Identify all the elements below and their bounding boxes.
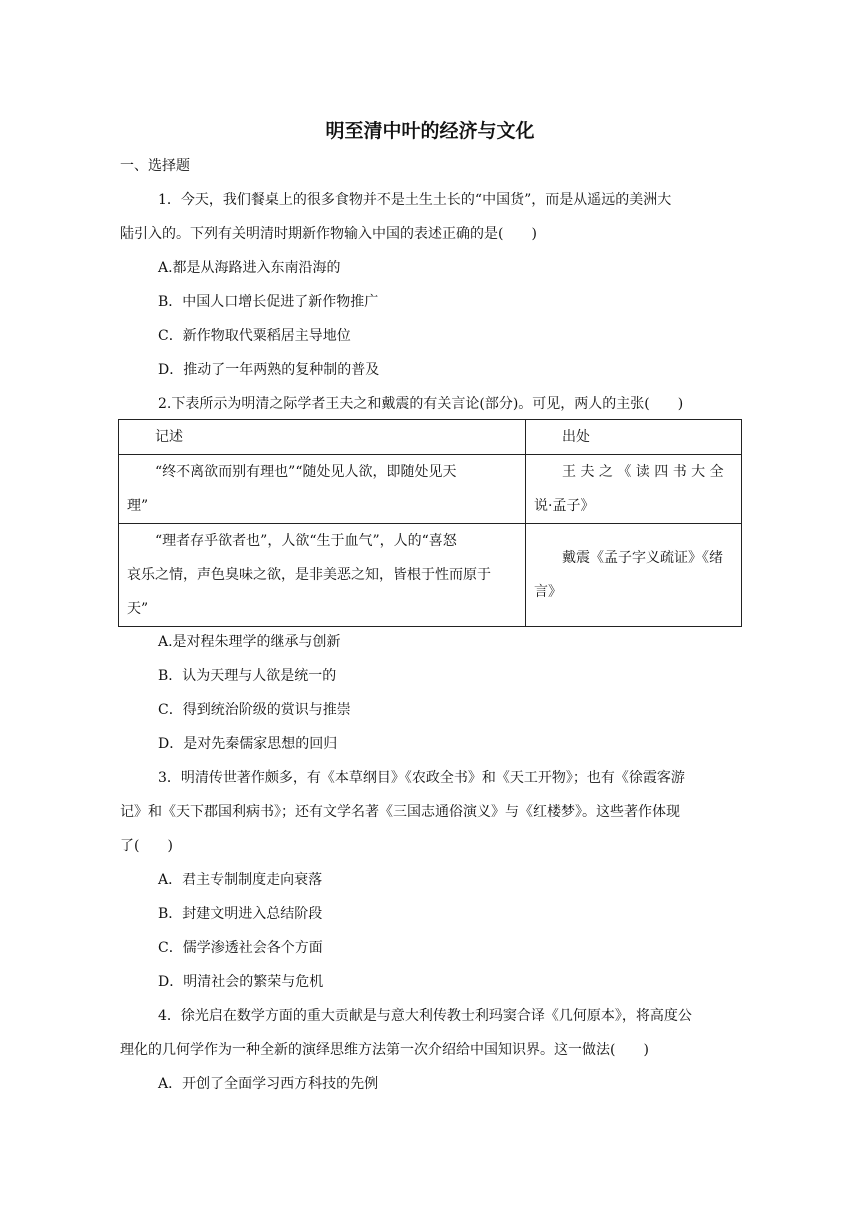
- q2-stem: 2.下表所示为明清之际学者王夫之和戴震的有关言论(部分)。可见，两人的主张( ): [158, 396, 684, 412]
- q3-stem-line2: 记》和《天下郡国利病书》；还有文学名著《三国志通俗演义》与《红楼梦》。这些著作体现: [120, 804, 680, 820]
- q1-option-c: C．新作物取代粟稻居主导地位: [158, 328, 351, 344]
- section-heading: 一、选择题: [120, 158, 190, 174]
- row2-record-line1: “理者存乎欲者也”，人欲“生于血气”，人的“喜怒: [155, 533, 457, 549]
- q1-stem-line1: 1．今天，我们餐桌上的很多食物并不是土生土长的“中国货”，而是从遥远的美洲大: [158, 192, 672, 208]
- q4-stem-line2: 理化的几何学作为一种全新的演绎思维方法第一次介绍给中国知识界。这一做法( ): [120, 1042, 649, 1058]
- table-cell-record: [119, 455, 526, 524]
- q4-option-a: A．开创了全面学习西方科技的先例: [158, 1076, 379, 1092]
- q2-option-c: C．得到统治阶级的赏识与推崇: [158, 702, 351, 718]
- q2-quote-table: [118, 419, 742, 627]
- table-row: [119, 524, 742, 627]
- row2-source-line1: 戴震《孟子字义疏证》《绪: [562, 550, 723, 566]
- q3-stem-line1: 3．明清传世著作颇多，有《本草纲目》《农政全书》和《天工开物》；也有《徐霞客游: [158, 770, 685, 786]
- q3-option-a: A．君主专制制度走向衰落: [158, 872, 323, 888]
- q3-option-c: C．儒学渗透社会各个方面: [158, 940, 323, 956]
- q2-option-b: B．认为天理与人欲是统一的: [158, 668, 337, 684]
- q3-option-d: D．明清社会的繁荣与危机: [158, 974, 324, 990]
- row2-record-line3: 天”: [127, 601, 149, 617]
- row1-source-line1: 王 夫 之 《 读 四 书 大 全: [562, 464, 724, 480]
- row1-record-line1: “终不离欲而别有理也”“随处见人欲，即随处见天: [155, 464, 457, 480]
- table-row: [119, 455, 742, 524]
- q1-option-d: D．推动了一年两熟的复种制的普及: [158, 362, 380, 378]
- q4-stem-line1: 4．徐光启在数学方面的重大贡献是与意大利传教士利玛窦合译《几何原本》，将高度公: [158, 1008, 692, 1024]
- table-header-source: 出处: [526, 420, 742, 455]
- q2-option-d: D．是对先秦儒家思想的回归: [158, 736, 338, 752]
- table-cell-source: [526, 455, 742, 524]
- table-cell-source: [526, 524, 742, 627]
- q1-stem-line2: 陆引入的。下列有关明清时期新作物输入中国的表述正确的是( ): [120, 226, 537, 242]
- row2-source-line2: 言》: [534, 584, 562, 600]
- q1-option-a: A.都是从海路进入东南沿海的: [158, 260, 341, 276]
- table-header-record: 记述: [119, 420, 526, 455]
- row2-record-line2: 哀乐之情，声色臭味之欲，是非美恶之知，皆根于性而原于: [127, 567, 491, 583]
- row1-record-line2: 理”: [127, 498, 149, 514]
- table-header-row: [119, 420, 742, 455]
- document-title: 明至清中叶的经济与文化: [325, 120, 535, 142]
- q3-stem-line3: 了( ): [120, 838, 173, 854]
- table-cell-record: [119, 524, 526, 627]
- q3-option-b: B．封建文明进入总结阶段: [158, 906, 323, 922]
- q1-option-b: B．中国人口增长促进了新作物推广: [158, 294, 379, 310]
- row1-source-line2: 说·孟子》: [534, 498, 595, 514]
- q2-option-a: A.是对程朱理学的继承与创新: [158, 634, 341, 650]
